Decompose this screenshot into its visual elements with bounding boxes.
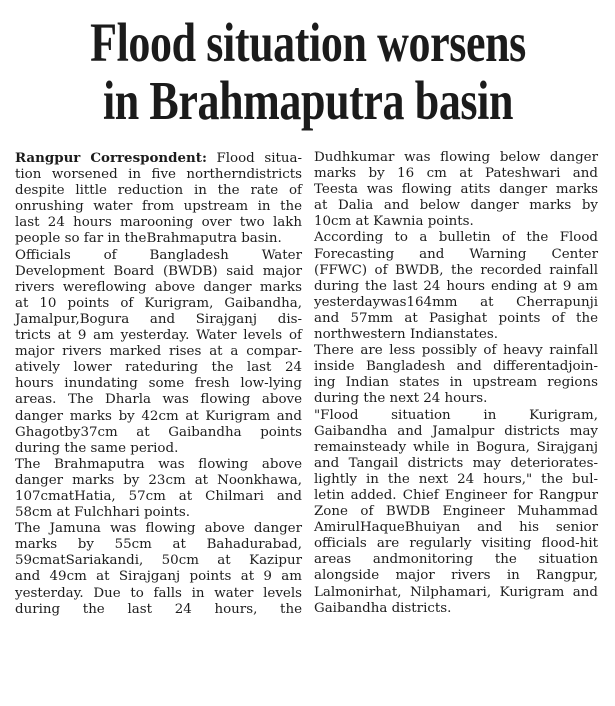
article-line: during the last 24 hours, the <box>15 601 302 617</box>
article-line: onrushing water from upstream in the <box>15 199 302 215</box>
article-line: marks by 55cm at Bahadurabad, <box>15 537 302 553</box>
byline: Rangpur Correspondent: <box>15 150 207 166</box>
article-line: 59cmatSariakandi, 50cm at Kazipur <box>15 553 302 569</box>
article-line: northwestern Indianstates. <box>314 327 498 343</box>
article-line: Development Board (BWDB) said major <box>15 263 302 279</box>
article-line: during the last 24 hours ending at 9 am <box>314 278 598 294</box>
article-line: tion worsened in five northerndistricts <box>15 167 302 183</box>
article-line: Dudhkumar was flowing below danger <box>314 150 598 165</box>
article-line: lightly in the next 24 hours," the bul- <box>314 471 598 487</box>
article-line: despite little reduction in the rate of <box>15 183 302 199</box>
article-line: Lalmonirhat, Nilphamari, Kurigram and <box>314 584 598 600</box>
article-line: Ghagotby37cm at Gaibandha points <box>15 424 302 440</box>
article-line: Zone of BWDB Engineer Muhammad <box>314 504 598 520</box>
article-line: The Jamuna was flowing above danger <box>15 521 302 537</box>
article-line: and 57mm at Pasighat points of the <box>314 310 598 326</box>
article-line: There are less possibly of heavy rainfall <box>314 343 598 359</box>
article-line: inside Bangladesh and differentadjoin- <box>314 359 598 375</box>
article-line: Jamalpur,Bogura and Sirajganj dis- <box>15 311 302 327</box>
article-line: rivers wereflowing above danger marks <box>15 279 302 295</box>
headline <box>68 14 548 130</box>
article-line: yesterdaywas164mm at Cherrapunji <box>314 294 598 310</box>
article-line: officials are regularly visiting flood-hit <box>314 536 598 552</box>
article-text: Flood situa- <box>216 151 303 166</box>
article-line: atively lower rateduring the last 24 <box>15 360 302 376</box>
article-line: (FFWC) of BWDB, the recorded rainfall <box>314 262 598 278</box>
article-line: and Tangail districts may deteriorates- <box>314 455 598 471</box>
article-line: major rivers marked rises at a compar- <box>15 344 302 360</box>
article-line: AmirulHaqueBhuiyan and his senior <box>314 520 598 536</box>
article-line: 107cmatHatia, 57cm at Chilmari and <box>15 488 302 504</box>
article-line: Officials of Bangladesh Water <box>15 247 302 263</box>
article-line: According to a bulletin of the Flood <box>314 230 598 246</box>
article-line: areas andmonitoring the situation <box>314 552 598 568</box>
article-line: tricts at 9 am yesterday. Water levels of <box>15 328 302 344</box>
article-line: yesterday. Due to falls in water levels <box>15 585 302 601</box>
article-line: danger marks by 42cm at Kurigram and <box>15 408 302 424</box>
article-line: Gaibandha districts. <box>314 600 452 616</box>
article-line: "Flood situation in Kurigram, <box>314 407 598 423</box>
article-line: alongside major rivers in Rangpur, <box>314 568 598 584</box>
article-line: areas. The Dharla was flowing above <box>15 392 302 408</box>
article-line: last 24 hours marooning over two lakh <box>15 215 302 231</box>
headline-line-1: Flood situation worsens <box>90 12 526 73</box>
article-line: Teesta was flowing atits danger marks <box>314 182 598 198</box>
article-line: ing Indian states in upstream regions <box>314 375 598 391</box>
article-line: Forecasting and Warning Center <box>314 246 598 262</box>
article-line: 58cm at Fulchhari points. <box>15 505 191 521</box>
article-line: people so far in theBrahmaputra basin. <box>15 231 282 247</box>
article-line: danger marks by 23cm at Noonkhawa, <box>15 472 302 488</box>
article-line: at 10 points of Kurigram, Gaibandha, <box>15 295 302 311</box>
article-line: and 49cm at Sirajganj points at 9 am <box>15 569 302 585</box>
article-column-right <box>314 150 598 617</box>
article-line: hours inundating some fresh low-lying <box>15 376 302 392</box>
article-line: 10cm at Kawnia points. <box>314 214 474 230</box>
article-line: Gaibandha and Jamalpur districts may <box>314 423 598 439</box>
article-column-left <box>15 150 302 618</box>
article-line: remainsteady while in Bogura, Sirajganj <box>314 439 598 455</box>
article-line: letin added. Chief Engineer for Rangpur <box>314 487 598 503</box>
article-line: marks by 16 cm at Pateshwari and <box>314 166 598 182</box>
article-line: during the same period. <box>15 440 179 456</box>
article-line: at Dalia and below danger marks by <box>314 198 598 214</box>
article-line: The Brahmaputra was flowing above <box>15 456 302 472</box>
article-line <box>15 150 302 167</box>
headline-line-2: in Brahmaputra basin <box>102 70 514 131</box>
article-line: during the next 24 hours. <box>314 391 488 407</box>
